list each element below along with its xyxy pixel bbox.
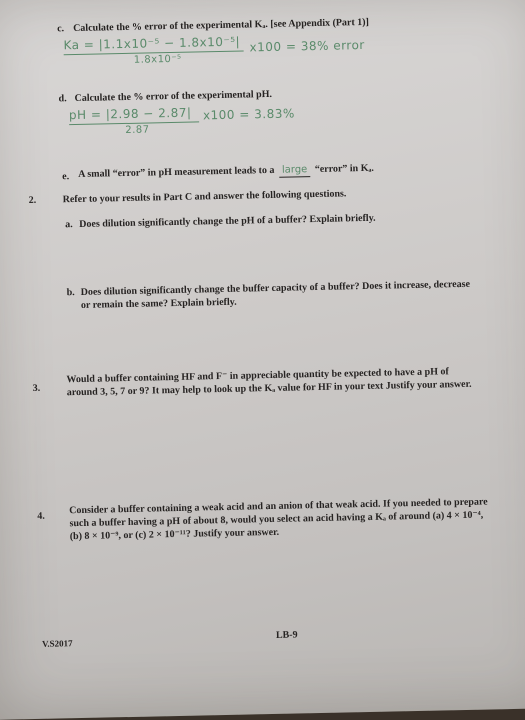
part-d-question: Calculate the % error of the experimental pH. xyxy=(74,88,273,105)
part-c-work-denominator: 1.8x10⁻⁵ xyxy=(133,53,182,66)
part-d-work-numerator: pH = |2.98 − 2.87| xyxy=(68,105,192,123)
question-4-number: 4. xyxy=(37,510,45,522)
part-c-work-result: x100 = 38% error xyxy=(249,37,365,55)
question-2a-text: Does dilution significantly change the pH of a buffer? Explain briefly. xyxy=(79,212,376,230)
question-2a-label: a. xyxy=(65,219,73,231)
question-3-text: Would a buffer containing HF and F⁻ in appreciable quantity be expected to have a pH of around 3, 5, 7 or 9? It may help to look up the Kₐ value for HF in your text Justify your answer. xyxy=(66,366,472,399)
part-e-answer-blank[interactable]: large xyxy=(279,163,311,178)
part-d-label: d. xyxy=(58,93,67,105)
part-c-label: c. xyxy=(57,23,65,35)
part-c-work-numerator: Ka = |1.1x10⁻⁵ − 1.8x10⁻⁵| xyxy=(63,34,241,53)
part-e-text-after: “error” in Kₐ. xyxy=(314,162,374,176)
part-e-label: e. xyxy=(62,171,70,183)
version-footer: V.S2017 xyxy=(41,638,73,649)
question-2b-label: b. xyxy=(66,287,75,299)
question-2b-text: Does dilution significantly change the buffer capacity of a buffer? Does it increase, decrease or remain the same? Explain briefly. xyxy=(80,278,471,311)
part-e-sentence xyxy=(78,159,498,182)
question-2-text: Refer to your results in Part C and answer the following questions. xyxy=(62,188,347,206)
part-d-work-denominator: 2.87 xyxy=(125,124,150,136)
question-4-text: Consider a buffer containing a weak acid and an anion of that weak acid. If you needed to prepare such a buffer having a pH of about 8, would you select an acid having a Kₐ of around (a) 4 × 10⁻⁴, (b) 8 × 10⁻⁹, or (c) 2 × 10⁻¹¹? Justify your answer. xyxy=(69,496,488,543)
part-c-question: Calculate the % error of the experimental Kₐ. [see Appendix (Part 1)] xyxy=(73,16,370,35)
question-3-number: 3. xyxy=(32,382,41,394)
question-2-number: 2. xyxy=(28,194,37,207)
page-number: LB-9 xyxy=(275,629,298,641)
part-d-work-result: x100 = 3.83% xyxy=(202,106,295,123)
part-e-text-before: A small “error” in pH measurement leads to a xyxy=(78,164,275,180)
